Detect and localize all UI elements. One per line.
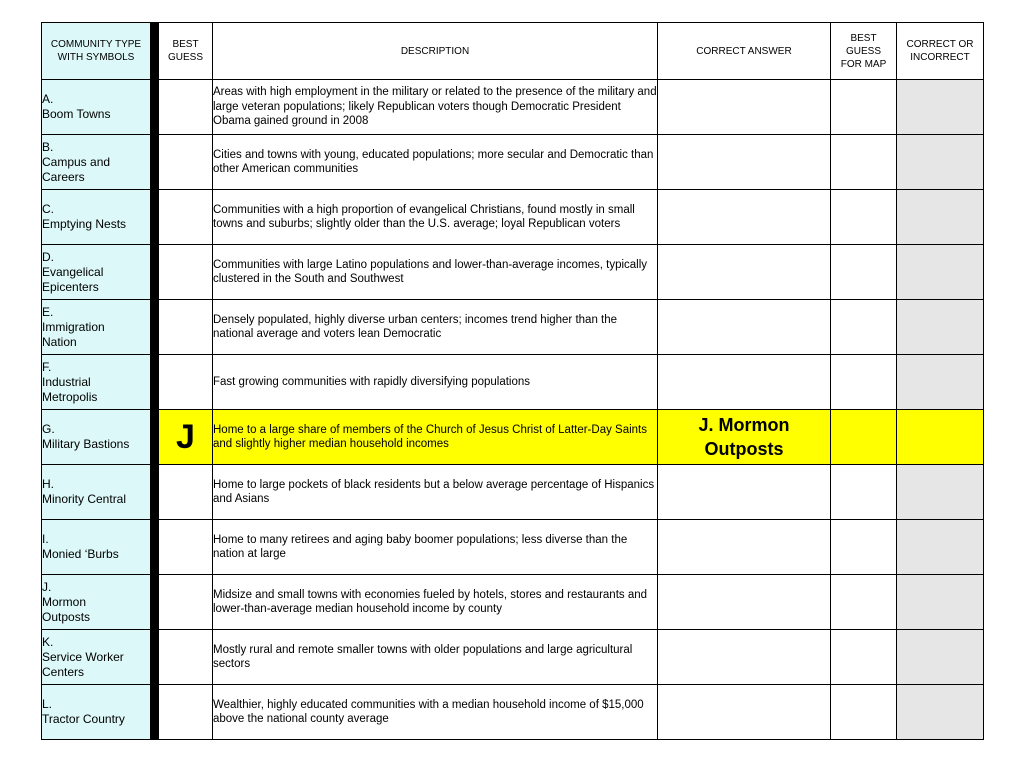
table-row xyxy=(42,410,984,465)
community-type-letter: E. xyxy=(42,304,54,319)
black-divider xyxy=(151,355,159,410)
best-guess-map-cell[interactable] xyxy=(831,245,897,300)
community-type-cell xyxy=(42,575,151,630)
community-type-name: Mormon xyxy=(42,594,87,609)
description-cell: Densely populated, highly diverse urban centers; incomes trend higher than the national average and voters lean Democratic xyxy=(213,300,658,355)
best-guess-cell[interactable] xyxy=(159,575,213,630)
table-row xyxy=(42,355,984,410)
best-guess-map-cell[interactable] xyxy=(831,80,897,135)
correct-or-incorrect-cell[interactable] xyxy=(897,410,984,465)
description-cell: Cities and towns with young, educated populations; more secular and Democratic than other American communities xyxy=(213,135,658,190)
community-type-letter: C. xyxy=(42,202,54,216)
description-cell: Communities with a high proportion of evangelical Christians, found mostly in small towns and suburbs; slightly older than the U.S. average; loyal Republican voters xyxy=(213,190,658,245)
community-type-name: Tractor Country xyxy=(42,712,125,726)
community-type-name: Service Worker xyxy=(42,649,124,664)
correct-or-incorrect-cell[interactable] xyxy=(897,245,984,300)
description-cell: Fast growing communities with rapidly diversifying populations xyxy=(213,355,658,410)
community-type-letter: F. xyxy=(42,359,52,374)
best-guess-cell[interactable] xyxy=(159,80,213,135)
table-row xyxy=(42,465,984,520)
correct-answer-cell[interactable] xyxy=(658,465,831,520)
correct-answer-cell[interactable] xyxy=(658,410,831,465)
header-best-guess-line2: GUESS xyxy=(167,52,203,63)
black-divider xyxy=(151,630,159,685)
best-guess-cell[interactable] xyxy=(159,520,213,575)
community-type-name: Metropolis xyxy=(42,389,98,404)
best-guess-map-cell[interactable] xyxy=(831,465,897,520)
header-map-line2: GUESS xyxy=(845,45,881,57)
header-row xyxy=(42,23,984,80)
correct-answer-cell[interactable] xyxy=(658,575,831,630)
black-divider xyxy=(151,190,159,245)
best-guess-cell[interactable] xyxy=(159,410,213,465)
black-divider xyxy=(151,520,159,575)
community-type-cell xyxy=(42,520,151,575)
black-divider xyxy=(151,135,159,190)
description-cell: Areas with high employment in the military or related to the presence of the military and large veteran populations; likely Republican voters though Democratic President Obama gained ground in 2008 xyxy=(213,80,658,135)
best-guess-cell[interactable] xyxy=(159,300,213,355)
correct-answer-cell[interactable] xyxy=(658,685,831,740)
community-type-letter: G. xyxy=(42,422,55,436)
community-type-name: Nation xyxy=(42,334,77,349)
best-guess-cell[interactable] xyxy=(159,465,213,520)
best-guess-cell[interactable] xyxy=(159,245,213,300)
best-guess-map-cell[interactable] xyxy=(831,135,897,190)
table-row xyxy=(42,520,984,575)
black-divider xyxy=(151,245,159,300)
community-type-cell xyxy=(42,245,151,300)
header-community-type-line1: COMMUNITY TYPE xyxy=(50,39,142,50)
header-correct-answer: CORRECT ANSWER xyxy=(658,23,831,80)
community-type-cell xyxy=(42,630,151,685)
best-guess-cell[interactable] xyxy=(159,630,213,685)
community-type-name: Careers xyxy=(42,169,85,184)
best-guess-map-cell[interactable] xyxy=(831,355,897,410)
correct-answer-line: Outposts xyxy=(704,439,784,459)
correct-or-incorrect-cell[interactable] xyxy=(897,465,984,520)
correct-or-incorrect-cell[interactable] xyxy=(897,190,984,245)
community-type-name: Boom Towns xyxy=(42,107,111,121)
community-type-letter: A. xyxy=(42,92,54,106)
correct-answer-cell[interactable] xyxy=(658,300,831,355)
header-best-guess-line1: BEST xyxy=(172,39,199,50)
community-type-cell xyxy=(42,465,151,520)
community-type-cell xyxy=(42,135,151,190)
best-guess-cell[interactable] xyxy=(159,685,213,740)
best-guess-map-cell[interactable] xyxy=(831,630,897,685)
black-divider xyxy=(151,410,159,465)
table-row xyxy=(42,245,984,300)
black-divider xyxy=(151,685,159,740)
correct-answer-cell[interactable] xyxy=(658,135,831,190)
community-type-letter: J. xyxy=(42,579,52,594)
community-type-letter: L. xyxy=(42,697,53,711)
best-guess-map-cell[interactable] xyxy=(831,520,897,575)
community-type-cell xyxy=(42,190,151,245)
best-guess-cell[interactable] xyxy=(159,355,213,410)
correct-answer-cell[interactable] xyxy=(658,520,831,575)
header-map-line1: BEST xyxy=(850,32,877,44)
table-row xyxy=(42,300,984,355)
best-guess-cell[interactable] xyxy=(159,190,213,245)
community-type-cell xyxy=(42,80,151,135)
best-guess-map-cell[interactable] xyxy=(831,410,897,465)
community-type-name: Monied ‘Burbs xyxy=(42,547,119,561)
description-cell: Home to many retirees and aging baby boomer populations; less diverse than the nation at large xyxy=(213,520,658,575)
correct-answer-line: J. Mormon xyxy=(698,415,790,435)
table-row xyxy=(42,630,984,685)
table-row xyxy=(42,575,984,630)
community-type-cell xyxy=(42,410,151,465)
best-guess-map-cell[interactable] xyxy=(831,685,897,740)
community-type-letter: I. xyxy=(42,532,49,546)
correct-answer-cell[interactable] xyxy=(658,80,831,135)
black-divider xyxy=(151,80,159,135)
best-guess-cell[interactable] xyxy=(159,135,213,190)
correct-or-incorrect-cell[interactable] xyxy=(897,685,984,740)
community-type-cell xyxy=(42,685,151,740)
correct-answer-cell[interactable] xyxy=(658,245,831,300)
header-correct-or-incorrect xyxy=(897,23,984,80)
community-type-letter: H. xyxy=(42,477,54,491)
community-type-letter: D. xyxy=(42,249,54,264)
community-type-name: Evangelical xyxy=(42,264,104,279)
community-type-letter: B. xyxy=(42,139,54,154)
community-type-letter: K. xyxy=(42,634,54,649)
correct-or-incorrect-cell[interactable] xyxy=(897,300,984,355)
best-guess-value: J xyxy=(176,418,195,456)
header-map-line3: FOR MAP xyxy=(840,58,887,70)
community-type-name: Industrial xyxy=(42,374,91,389)
correct-or-incorrect-cell[interactable] xyxy=(897,135,984,190)
community-type-cell xyxy=(42,300,151,355)
header-correct-line2: INCORRECT xyxy=(910,52,970,63)
community-type-name: Campus and xyxy=(42,154,111,169)
community-type-name: Centers xyxy=(42,664,85,679)
community-type-name: Epicenters xyxy=(42,279,99,294)
table-row xyxy=(42,190,984,245)
description-cell: Home to large pockets of black residents but a below average percentage of Hispanics and Asians xyxy=(213,465,658,520)
description-cell: Wealthier, highly educated communities with a median household income of $15,000 above the national county average xyxy=(213,685,658,740)
table-row xyxy=(42,80,984,135)
header-correct-line1: CORRECT OR xyxy=(906,39,974,50)
header-best-guess xyxy=(159,23,213,80)
black-divider xyxy=(151,23,159,80)
correct-or-incorrect-cell[interactable] xyxy=(897,520,984,575)
table-row xyxy=(42,685,984,740)
description-cell: Mostly rural and remote smaller towns with older populations and large agricultural sectors xyxy=(213,630,658,685)
header-best-guess-for-map xyxy=(831,23,897,80)
community-type-name: Emptying Nests xyxy=(42,217,127,231)
correct-answer-cell[interactable] xyxy=(658,630,831,685)
table-row xyxy=(42,135,984,190)
correct-answer-cell[interactable] xyxy=(658,190,831,245)
best-guess-map-cell[interactable] xyxy=(831,190,897,245)
community-types-worksheet xyxy=(41,22,984,740)
best-guess-map-cell[interactable] xyxy=(831,575,897,630)
correct-or-incorrect-cell[interactable] xyxy=(897,355,984,410)
correct-answer-cell[interactable] xyxy=(658,355,831,410)
description-cell: Home to a large share of members of the Church of Jesus Christ of Latter-Day Saints and slightly higher median household incomes xyxy=(213,410,658,465)
community-type-name: Minority Central xyxy=(42,492,127,506)
black-divider xyxy=(151,465,159,520)
description-cell: Communities with large Latino populations and lower-than-average incomes, typically clustered in the South and Southwest xyxy=(213,245,658,300)
best-guess-map-cell[interactable] xyxy=(831,300,897,355)
community-type-cell xyxy=(42,355,151,410)
header-description: DESCRIPTION xyxy=(213,23,658,80)
community-type-name: Immigration xyxy=(42,319,105,334)
black-divider xyxy=(151,300,159,355)
community-type-name: Outposts xyxy=(42,609,91,624)
correct-or-incorrect-cell[interactable] xyxy=(897,630,984,685)
correct-or-incorrect-cell[interactable] xyxy=(897,80,984,135)
header-community-type-line2: WITH SYMBOLS xyxy=(57,52,135,63)
header-community-type xyxy=(42,23,151,80)
description-cell: Midsize and small towns with economies fueled by hotels, stores and restaurants and lower-than-average median household income by county xyxy=(213,575,658,630)
community-type-name: Military Bastions xyxy=(42,437,130,451)
black-divider xyxy=(151,575,159,630)
correct-or-incorrect-cell[interactable] xyxy=(897,575,984,630)
